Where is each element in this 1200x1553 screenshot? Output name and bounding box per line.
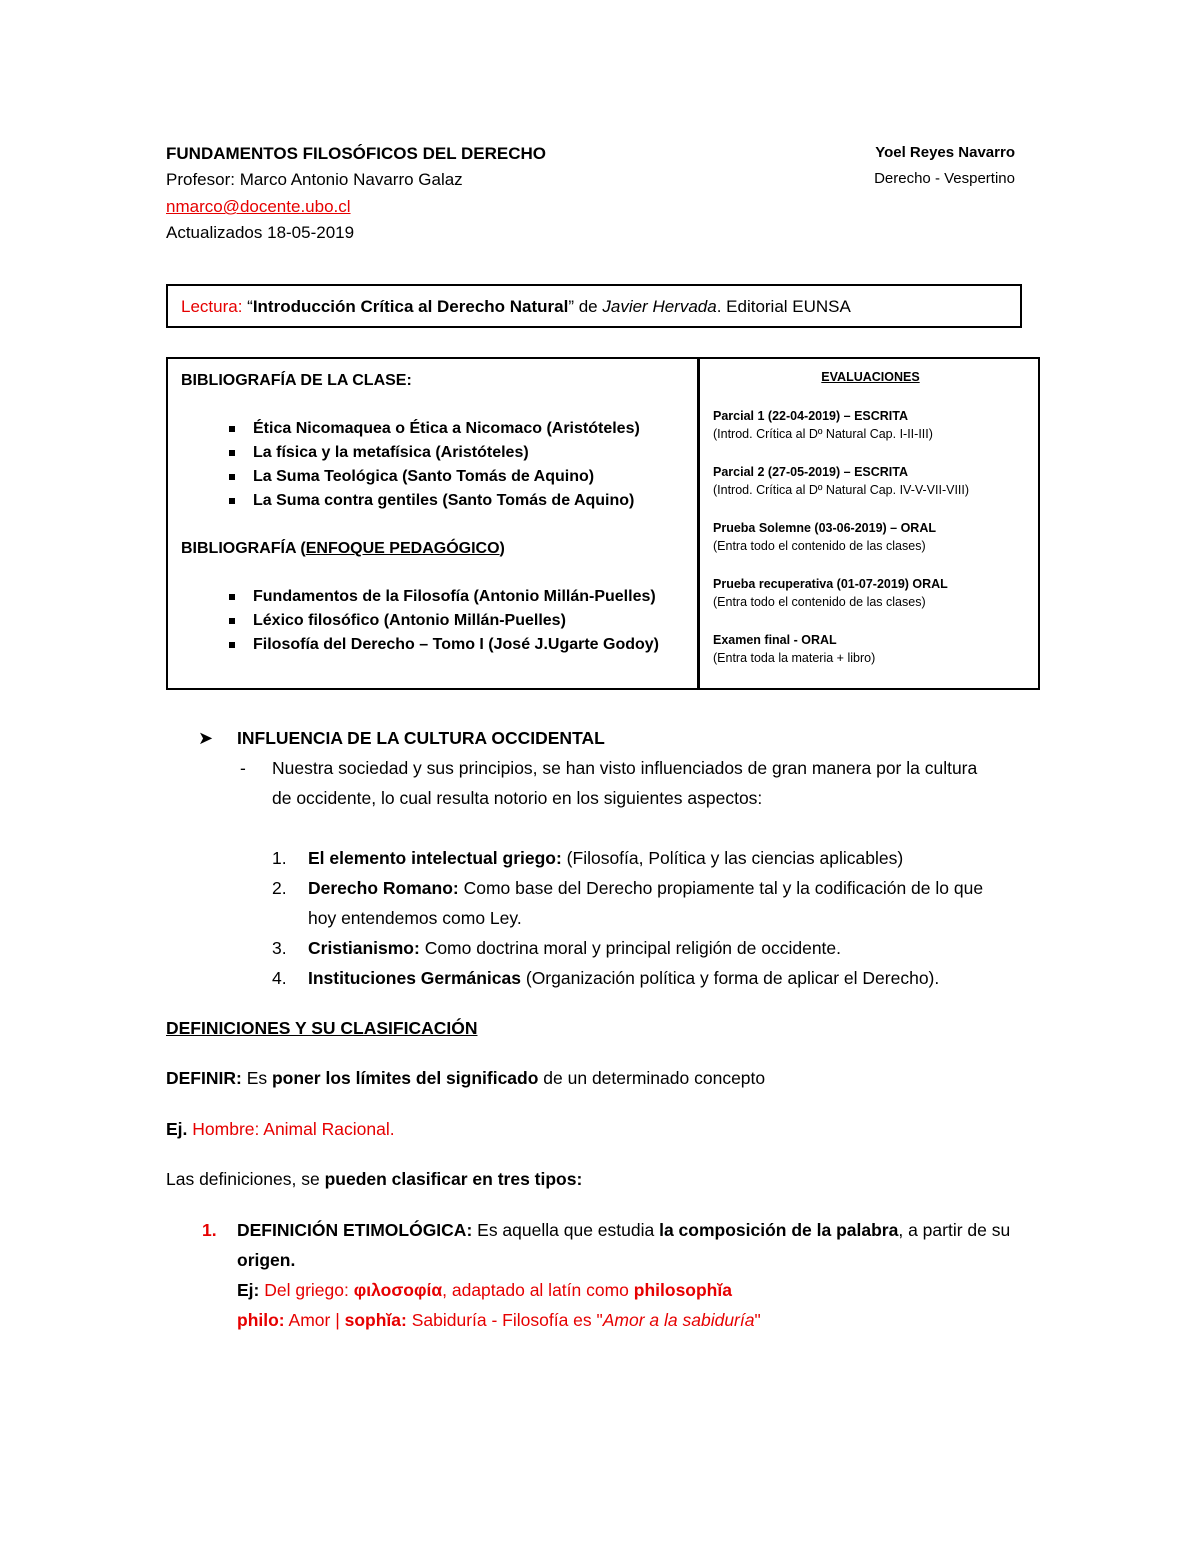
email-link[interactable]: nmarco@docente.ubo.cl [166,197,351,216]
evaluacion-detail: (Introd. Crítica al Dº Natural Cap. I-II-III) [713,427,933,441]
etimologica-example [237,1275,732,1305]
item-number: 1. [272,848,287,868]
etimologica-bold: la composición de la palabra [659,1220,899,1240]
etimologica-text: Es aquella que estudia [472,1220,660,1240]
evaluacion-name: Prueba Solemne (03-06-2019) – ORAL [713,520,936,535]
etimologica-example-label: Ej: [237,1280,260,1300]
evaluacion-name: Parcial 1 (22-04-2019) – ESCRITA [713,408,909,423]
heading2-suffix: ) [499,540,505,557]
definir-term: DEFINIR: [166,1068,242,1088]
sophia-italic: Amor a la sabiduría [602,1310,755,1330]
lectura-publisher: . Editorial EUNSA [716,297,851,316]
bibliografia-box [166,357,699,690]
philo-term: philo: [237,1310,285,1330]
sophia-text: Sabiduría - Filosofía es " [406,1310,603,1330]
influencia-item [272,933,841,963]
definir-text: de un determinado concepto [538,1068,766,1088]
sophia-term: sophĭa: [344,1310,407,1330]
influencia-intro-2: de occidente, lo cual resulta notorio en los siguientes aspectos: [272,788,763,808]
influencia-item [272,873,983,903]
bibliografia-item: Filosofía del Derecho – Tomo I (José J.Ugarte Godoy) [181,633,697,657]
item-term: Instituciones Germánicas [308,968,521,988]
evaluacion-detail: (Entra toda la materia + libro) [713,651,876,665]
etimologica-text: , a partir de su [898,1220,1011,1240]
student-name: Yoel Reyes Navarro [875,144,1015,161]
arrow-bullet-icon: ➤ [198,728,214,748]
etimologica-line-2: origen. [237,1250,296,1270]
evaluacion-detail: (Entra todo el contenido de las clases) [713,539,926,553]
clasificacion-bold: pueden clasificar en tres tipos: [324,1169,583,1189]
bibliografia-item: Léxico filosófico (Antonio Millán-Puelles) [181,609,697,633]
influencia-intro-1: Nuestra sociedad y sus principios, se han visto influenciados de gran manera por la cultura [272,758,978,778]
bibliografia-item: Fundamentos de la Filosofía (Antonio Millán-Puelles) [181,585,697,609]
bibliografia-heading: BIBLIOGRAFÍA DE LA CLASE: [181,372,412,389]
evaluaciones-box [698,357,1040,690]
lectura-box [166,284,1022,328]
bibliografia-item: Ética Nicomaquea o Ética a Nicomaco (Aristóteles) [181,417,697,441]
lectura-title: Introducción Crítica al Derecho Natural [252,297,569,316]
example-text: Hombre: Animal Racional. [187,1119,395,1139]
bibliografia-list-2 [181,585,697,657]
item-text: (Organización política y forma de aplicar el Derecho). [521,968,940,988]
evaluacion-detail: (Entra todo el contenido de las clases) [713,595,926,609]
evaluacion-name: Parcial 2 (27-05-2019) – ESCRITA [713,464,909,479]
influencia-item [272,843,903,873]
example-line [166,1114,395,1144]
bibliografia-item: La Suma contra gentiles (Santo Tomás de Aquino) [181,489,697,513]
lectura-de: ” de [568,297,603,316]
definir-bold: poner los límites del significado [271,1068,539,1088]
influencia-item-continuation: hoy entendemos como Ley. [308,908,522,928]
lectura-label: Lectura: [181,297,243,316]
definiciones-heading: DEFINICIONES Y SU CLASIFICACIÓN [166,1018,478,1038]
lectura-open-quote: “ [242,297,253,316]
dash-bullet: - [240,758,246,778]
item-number: 4. [272,968,287,988]
bibliografia-item: La Suma Teológica (Santo Tomás de Aquino) [181,465,697,489]
lectura-author: Javier Hervada [602,297,717,316]
evaluacion-name: Examen final - ORAL [713,632,837,647]
definir-paragraph [166,1063,765,1093]
heading2-underlined: ENFOQUE PEDAGÓGICO [305,540,500,557]
influencia-heading: INFLUENCIA DE LA CULTURA OCCIDENTAL [237,728,605,748]
evaluacion-name: Prueba recuperativa (01-07-2019) ORAL [713,576,948,591]
clasificacion-text: Las definiciones, se [166,1169,325,1189]
program-name: Derecho - Vespertino [874,170,1015,187]
etimologica-number: 1. [202,1220,217,1240]
evaluacion-detail: (Introd. Crítica al Dº Natural Cap. IV-V-VII-VIII) [713,483,970,497]
example-label: Ej. [166,1119,188,1139]
etimologica-meaning [237,1305,761,1335]
philo-text: Amor | [284,1310,345,1330]
course-title: FUNDAMENTOS FILOSÓFICOS DEL DERECHO [166,144,547,163]
item-term: Derecho Romano: [308,878,459,898]
professor-line: Profesor: Marco Antonio Navarro Galaz [166,170,463,189]
evaluaciones-title: EVALUACIONES [821,370,920,384]
heading2-prefix: BIBLIOGRAFÍA ( [181,540,306,557]
clasificacion-paragraph [166,1164,582,1194]
item-number: 2. [272,878,287,898]
sophia-end: " [754,1310,761,1330]
updated-date: Actualizados 18-05-2019 [166,223,355,242]
item-number: 3. [272,938,287,958]
etimologica-term: DEFINICIÓN ETIMOLÓGICA: [237,1220,473,1240]
etimologica-example-text: , adaptado al latín como [442,1280,634,1300]
greek-word: φιλοσοφία [353,1280,443,1300]
definir-text: Es [241,1068,272,1088]
item-text: Como base del Derecho propiamente tal y la codificación de lo que [458,878,984,898]
etimologica-line-1 [237,1215,1010,1245]
item-term: Cristianismo: [308,938,420,958]
influencia-item [272,963,939,993]
latin-word: philosophĭa [633,1280,732,1300]
etimologica-example-text: Del griego: [259,1280,354,1300]
item-text: Como doctrina moral y principal religión de occidente. [419,938,842,958]
item-text: (Filosofía, Política y las ciencias aplicables) [561,848,904,868]
bibliografia-item: La física y la metafísica (Aristóteles) [181,441,697,465]
bibliografia-heading-2 [181,537,697,561]
bibliografia-list [181,417,697,513]
item-term: El elemento intelectual griego: [308,848,562,868]
